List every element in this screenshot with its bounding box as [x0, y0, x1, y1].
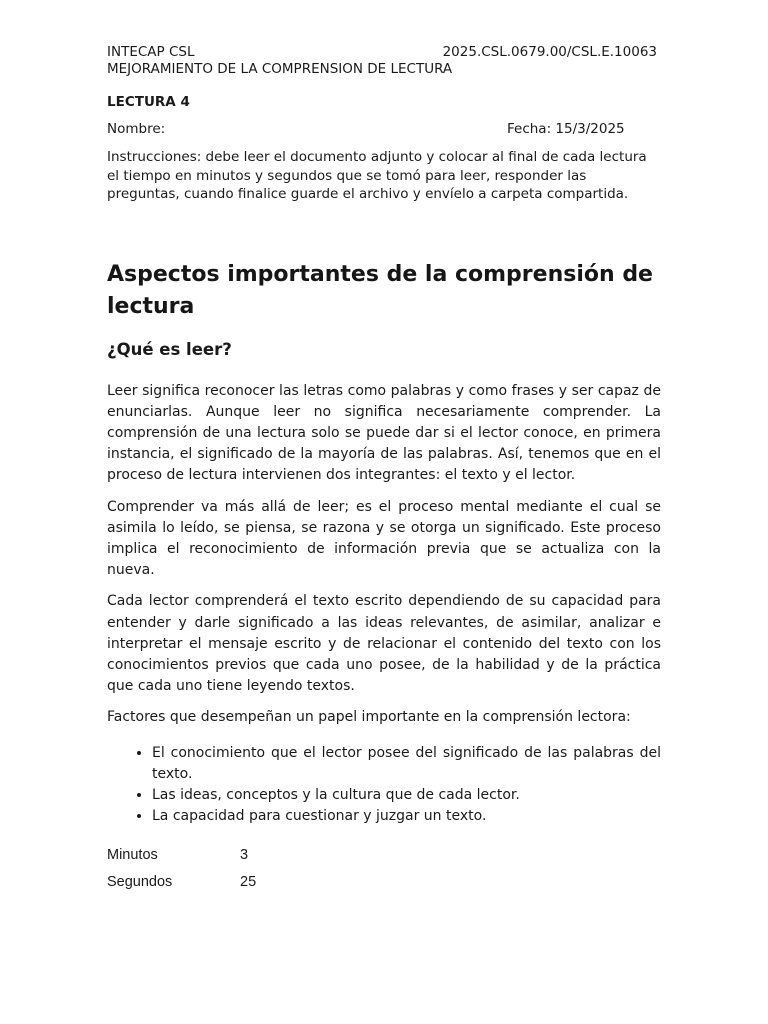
list-item: • La capacidad para cuestionar y juzgar un texto.	[152, 806, 661, 827]
lectura-heading: LECTURA 4	[107, 94, 190, 110]
nombre-label: Nombre:	[107, 121, 166, 137]
meta-row	[107, 121, 661, 139]
paragraph-4: Factores que desempeñan un papel importante en la comprensión lectora:	[107, 709, 631, 726]
reading-time-table	[107, 841, 661, 895]
minutes-value: 3	[240, 846, 249, 863]
document-code: 2025.CSL.0679.00/CSL.E.10063	[442, 44, 657, 60]
org-name: INTECAP CSL	[107, 44, 195, 60]
document-page	[107, 44, 661, 895]
instructions: Instrucciones: debe leer el documento adjunto y colocar al final de cada lectura el tiempo en minutos y segundos que se tomó para leer, responder las preguntas, cuando finalice guarde el archivo y envíelo a carpeta compartida.	[107, 149, 647, 202]
article-subtitle: ¿Qué es leer?	[107, 339, 232, 359]
minutes-label: Minutos	[107, 846, 158, 863]
article-title: Aspectos importantes de la comprensión de lectura	[107, 261, 653, 319]
paragraph-1: Leer significa reconocer las letras como palabras y como frases y ser capaz de enunciarlas. Aunque leer no significa necesariamente comprender. La comprensión de una lectura solo se puede dar si el lector conoce, en primera instancia, el significado de la mayoría de las palabras. Así, tenemos que en el proceso de lectura intervienen dos integrantes: el texto y el lector.	[107, 382, 661, 484]
list-item: • Las ideas, conceptos y la cultura que de cada lector.	[152, 785, 661, 806]
list-item: • El conocimiento que el lector posee del significado de las palabras del texto.	[152, 743, 661, 785]
course-name: MEJORAMIENTO DE LA COMPRENSION DE LECTURA	[107, 61, 453, 77]
seconds-value: 25	[240, 873, 257, 890]
minutes-row	[107, 841, 661, 868]
paragraph-3: Cada lector comprenderá el texto escrito dependiendo de su capacidad para entender y darle significado a las ideas relevantes, de asimilar, analizar e interpretar el mensaje escrito y de relacionar el contenido del texto con los conocimientos previos que cada uno posee, de la habilidad y de la práctica que cada uno tiene leyendo textos.	[107, 593, 661, 695]
header-row	[107, 44, 661, 61]
fecha-label: Fecha: 15/3/2025	[507, 121, 625, 137]
seconds-row	[107, 868, 661, 895]
seconds-label: Segundos	[107, 873, 173, 890]
factors-list	[107, 743, 661, 828]
paragraph-2: Comprender va más allá de leer; es el proceso mental mediante el cual se asimila lo leído, se piensa, se razona y se otorga un significado. Este proceso implica el reconocimiento de información previa que se actualiza con la nueva.	[107, 498, 661, 579]
